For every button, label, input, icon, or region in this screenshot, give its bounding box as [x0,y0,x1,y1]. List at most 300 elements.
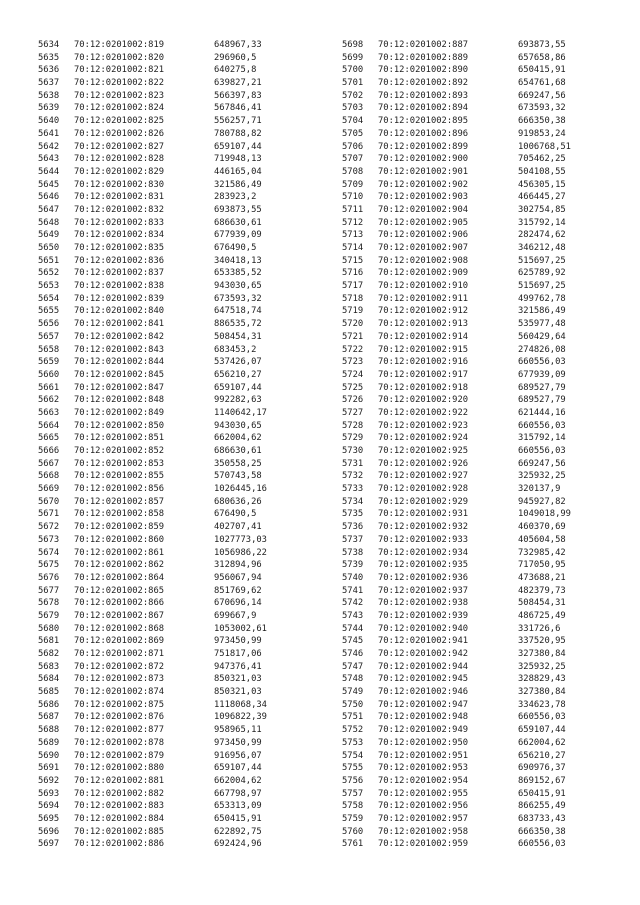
cadastral-number: 70:12:0201002:939 [378,610,469,621]
cadastral-number: 70:12:0201002:908 [378,255,469,266]
row-number: 5758 [342,801,364,812]
cadastral-value: 699667,9 [214,610,257,621]
cadastral-number: 70:12:0201002:931 [378,509,469,520]
cadastral-value: 869152,67 [518,775,566,786]
row-number: 5639 [38,103,60,114]
row-number: 5653 [38,281,60,292]
table-row [38,179,267,192]
cadastral-value: 659107,44 [214,763,262,774]
cadastral-value: 515697,25 [518,255,566,266]
table-row [38,559,267,572]
cadastral-value: 560429,64 [518,331,566,342]
table-row [38,242,267,255]
cadastral-number: 70:12:0201002:834 [74,230,165,241]
cadastral-number: 70:12:0201002:922 [378,407,469,418]
cadastral-number: 70:12:0201002:861 [74,547,165,558]
cadastral-value: 693873,55 [518,40,566,50]
row-number: 5696 [38,826,60,837]
cadastral-number: 70:12:0201002:958 [378,826,469,837]
table-row [38,711,267,724]
table-row [342,610,571,623]
table-row [38,344,267,357]
cadastral-number: 70:12:0201002:847 [74,382,165,393]
cadastral-value: 677939,09 [214,230,262,241]
cadastral-value: 662004,62 [518,737,566,748]
cadastral-number: 70:12:0201002:954 [378,775,469,786]
table-row [38,673,267,686]
table-row [38,204,267,217]
cadastral-number: 70:12:0201002:862 [74,560,165,571]
cadastral-number: 70:12:0201002:944 [378,661,469,672]
cadastral-number: 70:12:0201002:927 [378,471,469,482]
row-number: 5687 [38,712,60,723]
table-row [342,585,571,598]
cadastral-number: 70:12:0201002:826 [74,128,165,139]
cadastral-value: 1053002,61 [214,623,267,634]
row-number: 5660 [38,369,60,380]
cadastral-value: 690976,37 [518,763,566,774]
table-row [342,90,571,103]
table-row [38,750,267,763]
row-number: 5742 [342,598,364,609]
cadastral-number: 70:12:0201002:886 [74,839,165,850]
row-number: 5753 [342,737,364,748]
row-number: 5735 [342,509,364,520]
table-row [38,724,267,737]
row-number: 5690 [38,750,60,761]
row-number: 5706 [342,141,364,152]
table-row [342,572,571,585]
row-number: 5740 [342,572,364,583]
row-number: 5642 [38,141,60,152]
table-row [38,508,267,521]
table-row [342,750,571,763]
cadastral-number: 70:12:0201002:820 [74,52,165,63]
cadastral-number: 70:12:0201002:938 [378,598,469,609]
cadastral-value: 621444,16 [518,407,566,418]
table-row [342,318,571,331]
table-row [342,179,571,192]
row-number: 5694 [38,801,60,812]
row-number: 5651 [38,255,60,266]
table-row [342,229,571,242]
cadastral-value: 405604,58 [518,534,566,545]
row-number: 5703 [342,103,364,114]
table-row [38,788,267,801]
left-column [38,39,267,851]
cadastral-value: 486725,49 [518,610,566,621]
cadastral-value: 666350,38 [518,826,566,837]
table-row [342,521,571,534]
row-number: 5686 [38,699,60,710]
table-row [342,813,571,826]
table-row [38,153,267,166]
row-number: 5667 [38,458,60,469]
table-row [38,293,267,306]
row-number: 5736 [342,522,364,533]
row-number: 5665 [38,433,60,444]
cadastral-value: 666350,38 [518,116,566,127]
cadastral-value: 659107,44 [214,382,262,393]
cadastral-value: 973450,99 [214,636,262,647]
table-row [342,204,571,217]
cadastral-number: 70:12:0201002:916 [378,357,469,368]
cadastral-number: 70:12:0201002:951 [378,750,469,761]
row-number: 5719 [342,306,364,317]
cadastral-value: 346212,48 [518,243,566,253]
cadastral-number: 70:12:0201002:845 [74,369,165,380]
table-row [38,39,267,52]
cadastral-number: 70:12:0201002:915 [378,344,469,355]
cadastral-number: 70:12:0201002:864 [74,572,165,583]
row-number: 5722 [342,344,364,355]
table-row [342,255,571,268]
cadastral-value: 625789,92 [518,268,566,279]
table-row [38,458,267,471]
cadastral-number: 70:12:0201002:906 [378,230,469,241]
table-row [38,775,267,788]
table-row [38,115,267,128]
cadastral-number: 70:12:0201002:836 [74,255,165,266]
cadastral-value: 328829,43 [518,674,566,685]
row-number: 5756 [342,775,364,786]
row-number: 5689 [38,737,60,748]
cadastral-number: 70:12:0201002:885 [74,826,165,837]
table-row [38,356,267,369]
cadastral-number: 70:12:0201002:821 [74,65,165,76]
cadastral-value: 556257,71 [214,116,262,127]
table-row [38,813,267,826]
row-number: 5692 [38,775,60,786]
cadastral-number: 70:12:0201002:855 [74,471,165,482]
cadastral-value: 321586,49 [214,179,262,190]
table-row [342,483,571,496]
row-number: 5679 [38,610,60,621]
cadastral-value: 683733,43 [518,813,566,824]
row-number: 5662 [38,395,60,406]
cadastral-number: 70:12:0201002:874 [74,687,165,698]
table-row [342,458,571,471]
row-number: 5668 [38,471,60,482]
cadastral-number: 70:12:0201002:829 [74,166,165,177]
table-row [38,483,267,496]
cadastral-number: 70:12:0201002:924 [378,433,469,444]
table-row [38,432,267,445]
cadastral-value: 660556,03 [518,712,566,723]
row-number: 5663 [38,407,60,418]
row-number: 5698 [342,40,364,50]
cadastral-value: 717050,95 [518,560,566,571]
cadastral-value: 689527,79 [518,382,566,393]
row-number: 5658 [38,344,60,355]
table-row [342,800,571,813]
table-row [38,141,267,154]
cadastral-value: 866255,49 [518,801,566,812]
cadastral-number: 70:12:0201002:840 [74,306,165,317]
cadastral-number: 70:12:0201002:857 [74,496,165,507]
row-number: 5673 [38,534,60,545]
table-row [342,661,571,674]
cadastral-number: 70:12:0201002:946 [378,687,469,698]
cadastral-number: 70:12:0201002:905 [378,217,469,228]
row-number: 5670 [38,496,60,507]
cadastral-value: 686630,61 [214,446,262,456]
cadastral-value: 659107,44 [214,141,262,152]
cadastral-value: 504108,55 [518,166,566,177]
cadastral-value: 670696,14 [214,598,262,609]
table-row [342,141,571,154]
cadastral-number: 70:12:0201002:884 [74,813,165,824]
cadastral-number: 70:12:0201002:957 [378,813,469,824]
table-row [38,762,267,775]
cadastral-number: 70:12:0201002:844 [74,357,165,368]
row-number: 5640 [38,116,60,127]
table-row [342,559,571,572]
cadastral-number: 70:12:0201002:880 [74,763,165,774]
cadastral-number: 70:12:0201002:865 [74,585,165,596]
cadastral-number: 70:12:0201002:831 [74,192,165,203]
table-row [38,267,267,280]
cadastral-number: 70:12:0201002:851 [74,433,165,444]
cadastral-value: 660556,03 [518,420,566,431]
row-number: 5716 [342,268,364,279]
table-row [342,496,571,509]
table-row [342,267,571,280]
table-row [342,623,571,636]
table-row [342,331,571,344]
row-number: 5678 [38,598,60,609]
cadastral-number: 70:12:0201002:953 [378,763,469,774]
table-row [342,648,571,661]
row-number: 5725 [342,382,364,393]
cadastral-number: 70:12:0201002:934 [378,547,469,558]
table-row [38,470,267,483]
cadastral-number: 70:12:0201002:923 [378,420,469,431]
cadastral-number: 70:12:0201002:933 [378,534,469,545]
cadastral-value: 973450,99 [214,737,262,748]
table-row [38,686,267,699]
cadastral-number: 70:12:0201002:877 [74,725,165,736]
cadastral-number: 70:12:0201002:892 [378,78,469,89]
cadastral-value: 992282,63 [214,395,262,406]
cadastral-value: 1026445,16 [214,484,267,495]
table-row [342,77,571,90]
table-row [38,585,267,598]
row-number: 5685 [38,687,60,698]
row-number: 5717 [342,281,364,292]
table-row [342,39,571,52]
table-row [342,673,571,686]
cadastral-value: 315792,14 [518,217,566,228]
cadastral-number: 70:12:0201002:889 [378,52,469,63]
row-number: 5759 [342,813,364,824]
table-row [38,166,267,179]
row-number: 5709 [342,179,364,190]
cadastral-number: 70:12:0201002:871 [74,649,165,659]
cadastral-value: 660556,03 [518,839,566,850]
table-row [342,635,571,648]
row-number: 5637 [38,78,60,89]
cadastral-number: 70:12:0201002:867 [74,610,165,621]
row-number: 5649 [38,230,60,241]
table-row [38,445,267,458]
table-row [342,686,571,699]
cadastral-number: 70:12:0201002:876 [74,712,165,723]
cadastral-number: 70:12:0201002:918 [378,382,469,393]
cadastral-value: 334623,78 [518,699,566,710]
cadastral-value: 1027773,03 [214,534,267,545]
cadastral-value: 1140642,17 [214,407,267,418]
cadastral-number: 70:12:0201002:929 [378,496,469,507]
cadastral-value: 331726,6 [518,623,561,634]
cadastral-value: 302754,85 [518,204,566,215]
cadastral-number: 70:12:0201002:872 [74,661,165,672]
cadastral-number: 70:12:0201002:895 [378,116,469,127]
table-row [342,64,571,77]
cadastral-number: 70:12:0201002:859 [74,522,165,533]
cadastral-value: 673593,32 [214,293,262,304]
cadastral-value: 656210,27 [214,369,262,380]
row-number: 5712 [342,217,364,228]
table-row [342,432,571,445]
cadastral-value: 282474,62 [518,230,566,241]
table-row [38,496,267,509]
cadastral-value: 535977,48 [518,319,566,330]
table-row [342,762,571,775]
row-number: 5700 [342,65,364,76]
table-row [38,318,267,331]
cadastral-value: 1096822,39 [214,712,267,723]
table-row [38,623,267,636]
cadastral-value: 327380,84 [518,649,566,659]
cadastral-value: 315792,14 [518,433,566,444]
cadastral-value: 673593,32 [518,103,566,114]
cadastral-number: 70:12:0201002:950 [378,737,469,748]
row-number: 5704 [342,116,364,127]
cadastral-value: 570743,58 [214,471,262,482]
table-row [38,635,267,648]
row-number: 5755 [342,763,364,774]
table-row [38,64,267,77]
row-number: 5760 [342,826,364,837]
row-number: 5732 [342,471,364,482]
row-number: 5644 [38,166,60,177]
row-number: 5715 [342,255,364,266]
cadastral-value: 676490,5 [214,509,257,520]
table-row [342,508,571,521]
table-row [38,382,267,395]
row-number: 5751 [342,712,364,723]
cadastral-number: 70:12:0201002:837 [74,268,165,279]
row-number: 5726 [342,395,364,406]
cadastral-number: 70:12:0201002:838 [74,281,165,292]
row-number: 5761 [342,839,364,850]
cadastral-number: 70:12:0201002:822 [74,78,165,89]
row-number: 5654 [38,293,60,304]
cadastral-number: 70:12:0201002:945 [378,674,469,685]
table-row [342,382,571,395]
row-number: 5701 [342,78,364,89]
row-number: 5645 [38,179,60,190]
cadastral-value: 956067,94 [214,572,262,583]
cadastral-value: 537426,07 [214,357,262,368]
row-number: 5720 [342,319,364,330]
cadastral-number: 70:12:0201002:835 [74,243,165,253]
row-number: 5718 [342,293,364,304]
row-number: 5646 [38,192,60,203]
row-number: 5634 [38,40,60,50]
cadastral-value: 780788,82 [214,128,262,139]
row-number: 5737 [342,534,364,545]
row-number: 5695 [38,813,60,824]
cadastral-number: 70:12:0201002:902 [378,179,469,190]
cadastral-number: 70:12:0201002:942 [378,649,469,659]
cadastral-number: 70:12:0201002:839 [74,293,165,304]
row-number: 5693 [38,788,60,799]
row-number: 5741 [342,585,364,596]
table-row [342,826,571,839]
cadastral-value: 945927,82 [518,496,566,507]
cadastral-number: 70:12:0201002:842 [74,331,165,342]
table-row [38,369,267,382]
cadastral-value: 283923,2 [214,192,257,203]
cadastral-value: 919853,24 [518,128,566,139]
row-number: 5711 [342,204,364,215]
row-number: 5739 [342,560,364,571]
cadastral-number: 70:12:0201002:833 [74,217,165,228]
cadastral-number: 70:12:0201002:917 [378,369,469,380]
cadastral-value: 669247,56 [518,90,566,101]
cadastral-value: 567846,41 [214,103,262,114]
cadastral-value: 686630,61 [214,217,262,228]
table-row [342,217,571,230]
cadastral-number: 70:12:0201002:894 [378,103,469,114]
cadastral-value: 650415,91 [518,788,566,799]
row-number: 5754 [342,750,364,761]
cadastral-number: 70:12:0201002:956 [378,801,469,812]
row-number: 5683 [38,661,60,672]
row-number: 5688 [38,725,60,736]
row-number: 5738 [342,547,364,558]
table-row [342,711,571,724]
row-number: 5710 [342,192,364,203]
row-number: 5647 [38,204,60,215]
row-number: 5729 [342,433,364,444]
cadastral-number: 70:12:0201002:911 [378,293,469,304]
cadastral-value: 916956,07 [214,750,262,761]
cadastral-value: 350558,25 [214,458,262,469]
cadastral-value: 1118068,34 [214,699,267,710]
cadastral-number: 70:12:0201002:849 [74,407,165,418]
cadastral-number: 70:12:0201002:910 [378,281,469,292]
table-row [38,102,267,115]
row-number: 5702 [342,90,364,101]
row-number: 5684 [38,674,60,685]
row-number: 5697 [38,839,60,850]
cadastral-value: 640275,8 [214,65,257,76]
table-row [342,369,571,382]
table-row [38,52,267,65]
row-number: 5643 [38,154,60,165]
cadastral-value: 648967,33 [214,40,262,50]
cadastral-value: 659107,44 [518,725,566,736]
table-row [38,331,267,344]
cadastral-value: 653313,09 [214,801,262,812]
table-row [38,534,267,547]
table-row [38,597,267,610]
cadastral-number: 70:12:0201002:882 [74,788,165,799]
row-number: 5705 [342,128,364,139]
